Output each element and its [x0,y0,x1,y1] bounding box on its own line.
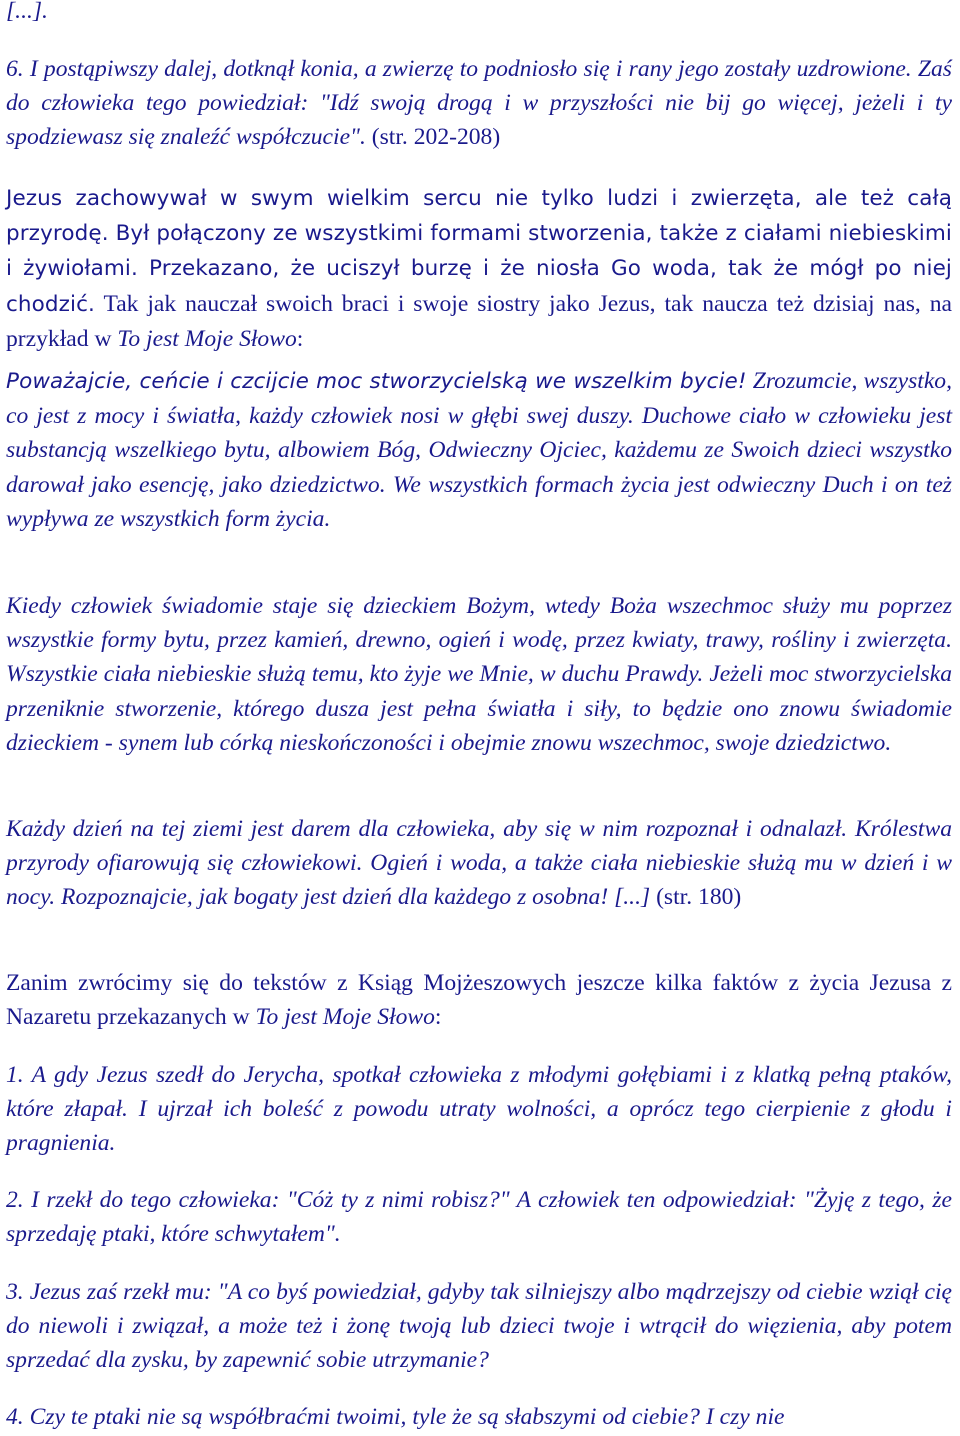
text-run: Kiedy człowiek świadomie staje się dzieckiem Bożym, wtedy Boża wszechmoc służy mu poprzez wszystkie formy bytu, przez kamień, drewno, ogień i wodę, przez kwiaty, trawy, rośliny i zwierzęta. Wszystkie ciała niebieskie służą temu, kto żyje we Mnie, w duchu Prawdy. Jeżeli moc stworzycielska przeniknie stworzenie, którego dusza jest pełna światła i siły, to będzie ono znowu świadomie dzieckiem - synem lub córką nieskończoności i obejmie znowu wszechmoc, swoje dziedzictwo. [6,593,952,756]
text-run: Każdy dzień na tej ziemi jest darem dla człowieka, aby się w nim rozpoznał i odnalazł. Królestwa przyrody ofiarowują się człowiekowi. Ogień i woda, a także ciała niebieskie służą mu w dzień i w nocy. Rozpoznajcie, jak bogaty jest dzień dla każdego z osobna! [...] [6,816,952,911]
text-run: (str. 202-208) [365,124,501,151]
text-run: 3. Jezus zaś rzekł mu: "A co byś powiedział, gdyby tak silniejszy albo mądrzejszy od ciebie wziął cię do niewoli i związał, a może też i żonę twoją lub dzieci twoje i wtrącił do więzienia, aby potem sprzedać dla zysku, by zapewnić sobie utrzymanie? [6,1279,952,1374]
text-run: : [434,1004,442,1031]
text-run: Tak jak nauczał swoich braci i swoje siostry jako Jezus, tak naucza też dzisiaj nas, na przykład w [6,290,952,352]
paragraph-verse-2 [6,1183,952,1251]
paragraph-quote-6 [6,52,952,155]
paragraph-quote-respect [6,364,952,536]
text-run: Poważajcie, ceńcie i czcijcie moc stworzycielską we wszelkim bycie! [6,369,747,394]
text-run: To jest Moje Słowo [255,1004,435,1031]
text-run: Jezus zachowywał w swym wielkim sercu nie tylko ludzi i zwierzęta, ale też całą przyrodę. Był połączony ze wszystkimi formami stworzenia, także z ciałami niebieskimi i żywiołami. Przekazano, że uciszył burzę i że niosła Go woda, tak że mógł po niej chodzić. [6,186,952,317]
text-run: (str. 180) [650,884,742,911]
paragraph-verse-1 [6,1058,952,1161]
paragraph-quote-child-of-god [6,589,952,760]
paragraph-quote-each-day [6,812,952,915]
paragraph-verse-4 [6,1400,952,1434]
text-run: : [296,325,304,352]
paragraph-verse-3 [6,1275,952,1378]
paragraph-jesus-nature [6,181,952,356]
text-run: To jest Moje Słowo [117,325,297,352]
text-run: 4. Czy te ptaki nie są współbraćmi twoimi, tyle że są słabszymi od ciebie? I czy nie [6,1404,785,1430]
text-run: 2. I rzekł do tego człowieka: "Cóż ty z nimi robisz?" A człowiek ten odpowiedział: "Żyję z tego, że sprzedaję ptaki, które schwytałem". [6,1187,952,1248]
paragraph-intro-facts [6,966,952,1034]
text-run: Zanim zwrócimy się do tekstów z Ksiąg Mojżeszowych jeszcze kilka faktów z życia Jezusa z Nazaretu przekazanych w [6,970,952,1031]
text-run: 6. I postąpiwszy dalej, dotknął konia, a zwierzę to podniosło się i rany jego zostały uzdrowione. Zaś do człowieka tego powiedział: "Idź swoją drogą i w przyszłości nie bij go więcej, jeżeli i ty spodziewasz się znaleźć współczucie". [6,56,952,151]
text-run: 1. A gdy Jezus szedł do Jerycha, spotkał człowieka z młodymi gołębiami i z klatką pełną ptaków, które złapał. I ujrzał ich boleść z powodu utraty wolności, a oprócz tego cierpienie z głodu i pragnienia. [6,1062,952,1157]
text-run: [...]. [6,0,48,24]
text-run: Zrozumcie, wszystko, co jest z mocy i światła, każdy człowiek nosi w głębi swej duszy. Duchowe ciało w człowieku jest substancją wszelkiego bytu, albowiem Bóg, Odwieczny Ojciec, każdemu ze Swoich dzieci wszystko darował jako esencję, jako dziedzictwo. We wszystkich formach życia jest odwieczny Duch i on też wypływa ze wszystkich form życia. [6,368,953,532]
paragraph-ellipsis [6,0,952,28]
